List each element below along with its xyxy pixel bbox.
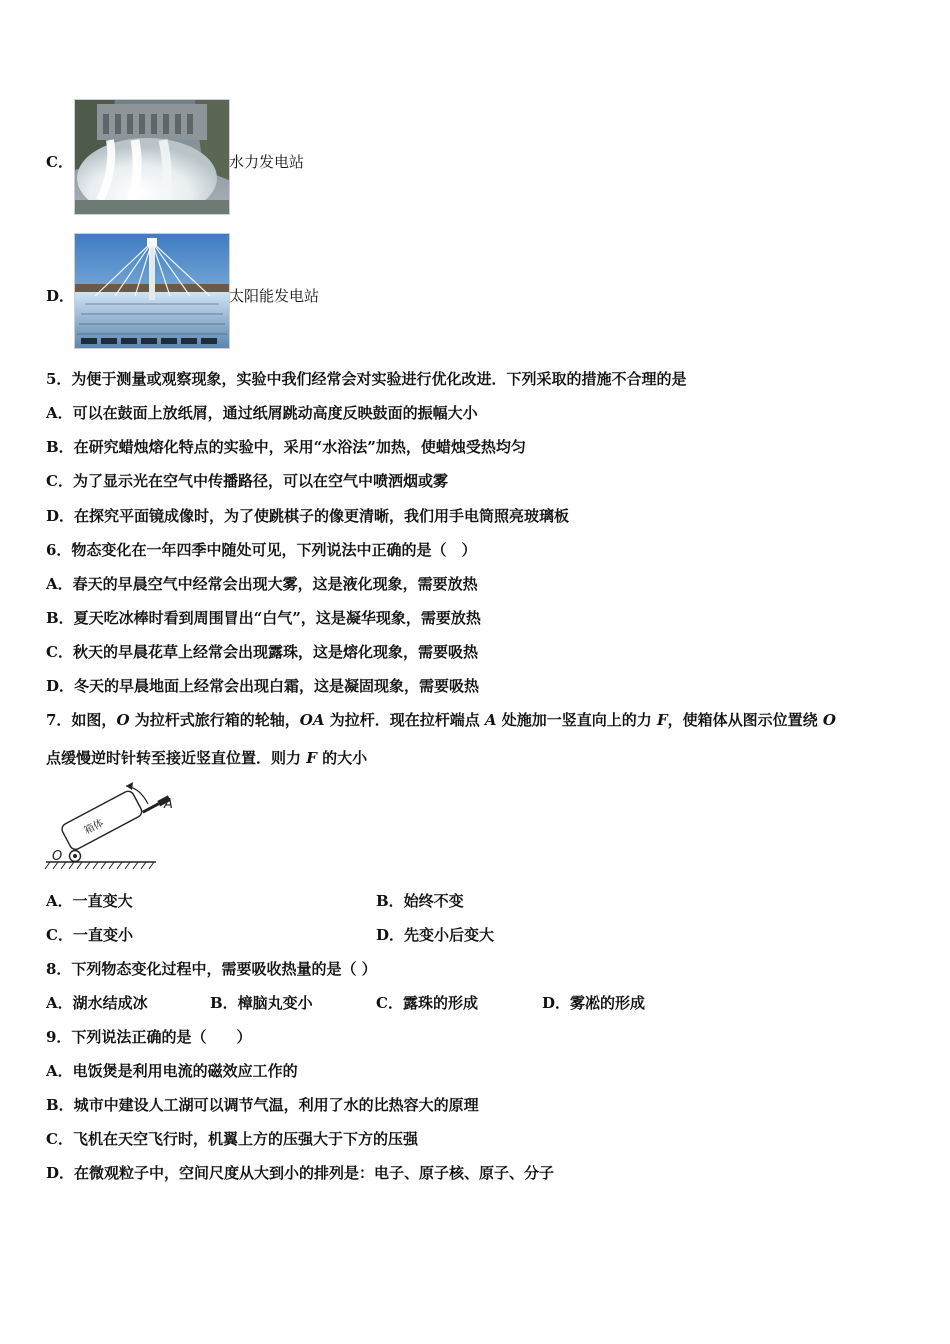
q7-stem-line2: 点缓慢逆时针转至接近竖直位置．则力 F 的大小 [46,749,368,767]
q6-stem: 6．物态变化在一年四季中随处可见，下列说法中正确的是（ ） [46,541,477,559]
q7-option-b: B．始终不变 [376,892,464,910]
q7-point-a: A [164,797,173,812]
q8-option-b: B．樟脑丸变小 [210,994,313,1012]
q7-suitcase-figure [44,778,174,870]
q5-option-c: C．为了显示光在空气中传播路径，可以在空气中喷洒烟或雾 [46,472,448,490]
q7-option-c: C．一直变小 [46,926,133,944]
solar-power-station-image [74,233,230,349]
q5-stem: 5．为便于测量或观察现象，实验中我们经常会对实验进行优化改进．下列采取的措施不合理的是 [46,370,687,388]
option-c-caption: 水力发电站 [229,153,305,171]
option-c-label: C． [46,153,73,171]
q5-option-d: D．在探究平面镜成像时，为了使跳棋子的像更清晰，我们用手电筒照亮玻璃板 [46,507,570,525]
q7-option-a: A．一直变大 [46,892,133,910]
q9-option-b: B．城市中建设人工湖可以调节气温，利用了水的比热容大的原理 [46,1096,479,1114]
q7-point-o: O [52,849,63,864]
q6-option-a: A．春天的早晨空气中经常会出现大雾，这是液化现象，需要放热 [46,575,478,593]
q9-option-a: A．电饭煲是利用电流的磁效应工作的 [46,1062,298,1080]
option-d-label: D． [46,287,75,305]
q6-option-c: C．秋天的早晨花草上经常会出现露珠，这是熔化现象，需要吸热 [46,643,478,661]
q8-option-a: A．湖水结成冰 [46,994,148,1012]
q8-stem: 8．下列物态变化过程中，需要吸收热量的是（ ） [46,960,377,978]
option-d-caption: 太阳能发电站 [229,287,320,305]
q5-option-a: A．可以在鼓面上放纸屑，通过纸屑跳动高度反映鼓面的振幅大小 [46,404,478,422]
q9-option-d: D．在微观粒子中，空间尺度从大到小的排列是：电子、原子核、原子、分子 [46,1164,555,1182]
q7-stem-line1: 7．如图，O 为拉杆式旅行箱的轮轴，OA 为拉杆．现在拉杆端点 A 处施加一竖直向上的力 F，使箱体从图示位置绕 O [46,711,836,729]
q9-stem: 9．下列说法正确的是（ ） [46,1028,252,1046]
q6-option-d: D．冬天的早晨地面上经常会出现白霜，这是凝固现象，需要吸热 [46,677,480,695]
q6-option-b: B．夏天吃冰棒时看到周围冒出“白气”，这是凝华现象，需要放热 [46,609,481,627]
q7-box-label: 箱体 [82,817,106,837]
q8-option-c: C．露珠的形成 [376,994,478,1012]
q7-option-d: D．先变小后变大 [376,926,495,944]
hydro-power-station-image [74,99,230,215]
q9-option-c: C．飞机在天空飞行时，机翼上方的压强大于下方的压强 [46,1130,418,1148]
q5-option-b: B．在研究蜡烛熔化特点的实验中，采用“水浴法”加热，使蜡烛受热均匀 [46,438,526,456]
q8-option-d: D．雾凇的形成 [542,994,646,1012]
